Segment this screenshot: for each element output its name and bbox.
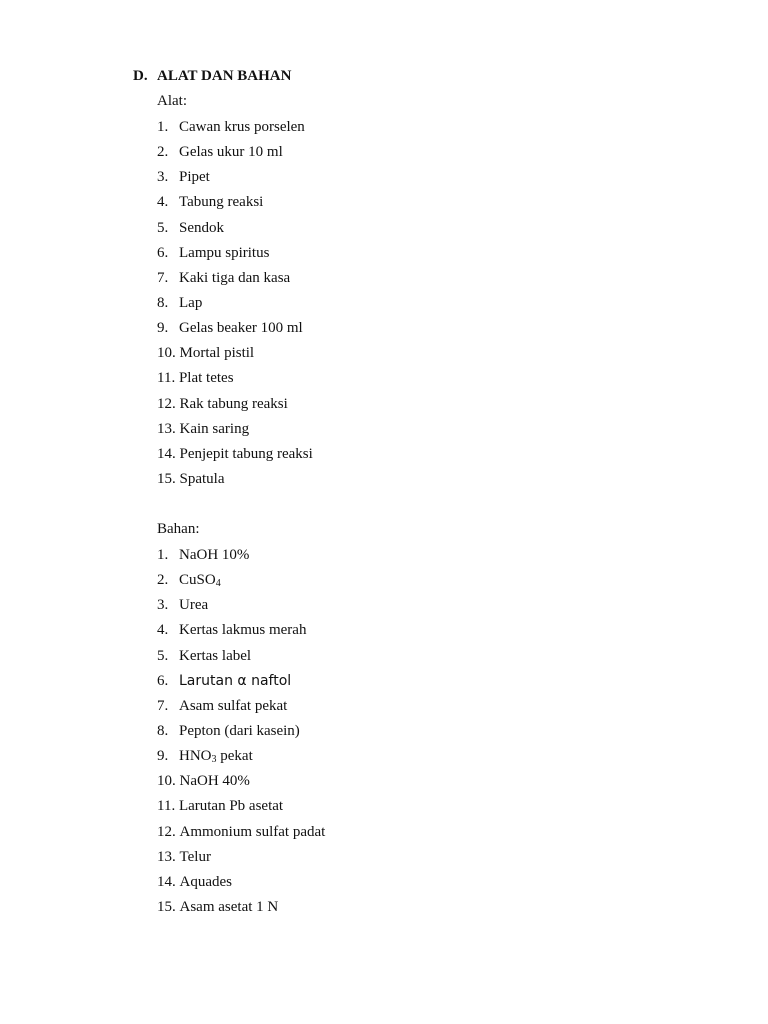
alat-list-item — [157, 366, 313, 391]
list-item-text: Plat tetes — [178, 370, 234, 387]
list-item-text: Kain saring — [179, 420, 250, 437]
list-item-text: $HNO_3$ pekat — [179, 748, 253, 766]
list-item-number: 2. — [157, 572, 169, 589]
bahan-list-item — [157, 644, 325, 669]
list-item-number: 8. — [157, 294, 169, 311]
alat-list — [157, 115, 313, 492]
bahan-list-item — [157, 618, 325, 643]
alat-list-item — [157, 291, 313, 316]
list-item-text: CuSO$_4$ — [179, 572, 221, 590]
list-item-text: Aquades — [179, 873, 232, 890]
list-item-text: NaOH 40% — [179, 773, 250, 790]
list-item-number: 9. — [157, 748, 169, 765]
list-item-text: Kertas lakmus merah — [179, 622, 307, 639]
bahan-list — [157, 543, 325, 920]
list-item-text: Tabung reaksi — [179, 194, 264, 211]
list-item-number: 15. — [157, 898, 176, 915]
bahan-list-item — [157, 593, 325, 618]
bahan-list-item — [157, 845, 325, 870]
list-item-number: 13. — [157, 420, 176, 437]
list-item-text: Larutan Pb asetat — [178, 798, 284, 815]
alat-label: Alat: — [157, 93, 187, 109]
list-item-number: 11. — [157, 798, 176, 815]
alat-list-item — [157, 140, 313, 165]
alat-list-item — [157, 467, 313, 492]
alat-list-item — [157, 216, 313, 241]
list-item-text: Gelas beaker 100 ml — [179, 320, 303, 337]
list-item-number: 7. — [157, 697, 169, 714]
list-item-number: 1. — [157, 119, 169, 135]
list-item-number: 11. — [157, 370, 176, 387]
list-item-number: 3. — [157, 169, 169, 186]
alat-list-item — [157, 392, 313, 417]
list-item-text: Penjepit tabung reaksi — [179, 445, 313, 462]
alat-list-item — [157, 190, 313, 215]
list-item-number: 15. — [157, 470, 176, 487]
list-item-text: Pepton (dari kasein) — [179, 722, 300, 739]
bahan-list-item — [157, 568, 325, 593]
list-item-text: Larutan α naftol — [179, 672, 292, 689]
bahan-list-item — [157, 895, 325, 920]
bahan-list-item — [157, 794, 325, 819]
alat-list-item — [157, 266, 313, 291]
list-item-number: 12. — [157, 395, 176, 412]
list-item-number: 12. — [157, 823, 176, 840]
list-item-number: 8. — [157, 722, 169, 739]
list-item-number: 5. — [157, 647, 169, 664]
list-item-number: 9. — [157, 320, 169, 337]
list-item-number: 3. — [157, 597, 169, 614]
list-item-number: 14. — [157, 873, 176, 890]
list-item-text: Asam asetat 1 N — [179, 898, 279, 915]
list-item-number: 4. — [157, 194, 169, 211]
list-item-text: Lap — [179, 294, 203, 311]
list-item-text: Kertas label — [179, 647, 252, 664]
alat-list-item — [157, 165, 313, 190]
bahan-list-item — [157, 870, 325, 895]
list-item-text: Lampu spiritus — [179, 244, 270, 261]
alat-list-item — [157, 115, 313, 140]
list-item-number: 1. — [157, 547, 169, 563]
list-item-number: 6. — [157, 672, 169, 689]
list-item-text: Kaki tiga dan kasa — [179, 269, 291, 286]
alat-list-item — [157, 341, 313, 366]
list-item-number: 5. — [157, 219, 169, 236]
section-title: ALAT DAN BAHAN — [157, 68, 292, 84]
subscript: 3 — [211, 754, 217, 766]
list-item-text: Cawan krus porselen — [179, 119, 305, 135]
list-item-text: Asam sulfat pekat — [179, 697, 288, 714]
bahan-list-item — [157, 744, 325, 769]
bahan-list-item — [157, 719, 325, 744]
bahan-list-item — [157, 769, 325, 794]
subscript: 4 — [215, 578, 221, 590]
alat-list-item — [157, 241, 313, 266]
alat-list-item — [157, 442, 313, 467]
list-item-number: 2. — [157, 144, 169, 161]
bahan-label: Bahan: — [157, 521, 200, 537]
list-item-text: Ammonium sulfat padat — [179, 823, 326, 840]
list-item-number: 14. — [157, 445, 176, 462]
section-heading — [133, 68, 291, 85]
list-item-text: Gelas ukur 10 ml — [179, 144, 283, 161]
list-item-text: Telur — [179, 848, 211, 865]
bahan-list-item — [157, 543, 325, 568]
list-item-text: Sendok — [179, 219, 224, 236]
bahan-list-item — [157, 694, 325, 719]
alat-list-item — [157, 316, 313, 341]
bahan-list-item — [157, 820, 325, 845]
list-item-text: NaOH 10% — [179, 547, 250, 563]
list-item-number: 4. — [157, 622, 169, 639]
list-item-number: 10. — [157, 345, 176, 362]
list-item-text: Spatula — [179, 470, 225, 487]
list-item-number: 10. — [157, 773, 176, 790]
list-item-number: 13. — [157, 848, 176, 865]
list-item-number: 6. — [157, 244, 169, 261]
section-letter: D. — [133, 68, 148, 84]
bahan-list-item — [157, 669, 325, 694]
list-item-number: 7. — [157, 269, 169, 286]
alat-list-item — [157, 417, 313, 442]
list-item-text: Rak tabung reaksi — [179, 395, 288, 412]
list-item-text: Urea — [179, 597, 209, 614]
list-item-text: Mortal pistil — [179, 345, 255, 362]
list-item-text: Pipet — [179, 169, 210, 186]
